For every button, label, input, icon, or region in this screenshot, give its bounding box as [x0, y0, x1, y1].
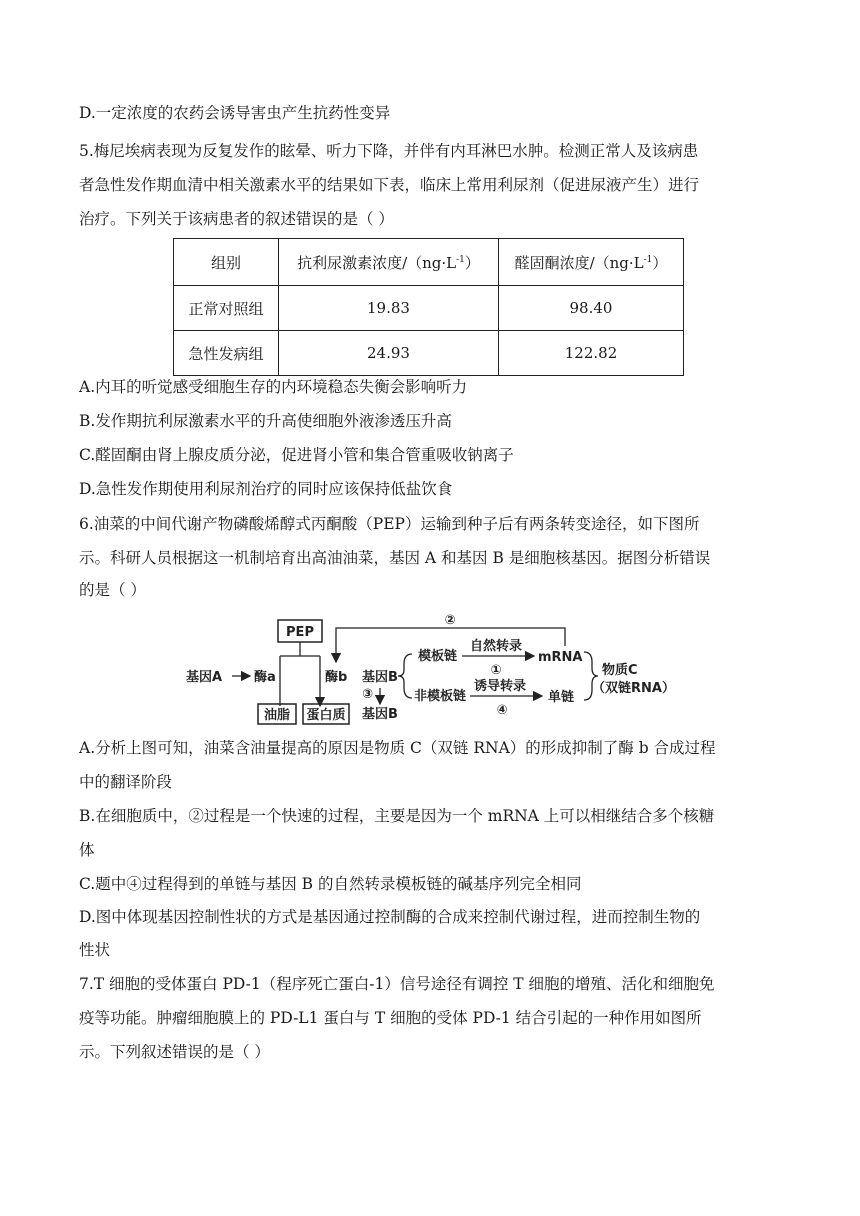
step-4-label: ④ — [496, 703, 508, 718]
table-cell: 24.93 — [279, 331, 499, 376]
line-q6-b2: 体 — [79, 841, 95, 859]
single-strand-label: 单链 — [548, 690, 575, 705]
enzyme-b-label: 酶b — [325, 670, 348, 685]
hormone-table — [173, 238, 684, 376]
table-cell: 急性发病组 — [174, 331, 279, 376]
pep-pathway-diagram — [180, 608, 680, 728]
line-q6-2: 示。科研人员根据这一机制培育出高油油菜，基因 A 和基因 B 是细胞核基因。据图分析错误 — [79, 549, 711, 567]
protein-label: 蛋白质 — [306, 708, 346, 723]
mrna-label: mRNA — [538, 650, 583, 665]
table-cell: 19.83 — [279, 286, 499, 331]
line-q5-a: A.内耳的听觉感受细胞生存的内环境稳态失衡会影响听力 — [79, 378, 468, 396]
line-q7-2: 疫等功能。肿瘤细胞膜上的 PD-L1 蛋白与 T 细胞的受体 PD-1 结合引起的一种作用如图所 — [79, 1009, 702, 1027]
pep-label: PEP — [286, 625, 314, 640]
gene-b-label: 基因B — [362, 670, 398, 685]
substance-c-label: 物质C — [602, 663, 638, 678]
non-template-label: 非模板链 — [414, 689, 467, 704]
table-header: 组别 — [174, 239, 279, 286]
table-cell: 正常对照组 — [174, 286, 279, 331]
enzyme-a-label: 酶a — [254, 670, 276, 685]
table-row — [174, 331, 684, 376]
table-cell: 98.40 — [499, 286, 684, 331]
line-q7-3: 示。下列叙述错误的是（ ） — [79, 1043, 270, 1061]
line-q6-a1: A.分析上图可知，油菜含油量提高的原因是物质 C（双链 RNA）的形成抑制了酶 b 合成过程 — [79, 739, 716, 757]
template-label: 模板链 — [418, 649, 458, 664]
induced-tx-label: 诱导转录 — [473, 679, 527, 694]
gene-a-label: 基因A — [186, 670, 223, 685]
line-q5-2: 者急性发作期血清中相关激素水平的结果如下表，临床上常用利尿剂（促进尿液产生）进行 — [79, 176, 700, 194]
line-q6-d1: D.图中体现基因控制性状的方式是基因通过控制酶的合成来控制代谢过程，进而控制生物的 — [79, 908, 701, 926]
table-header: 抗利尿激素浓度$/(ng\cdot L^{-1})$ — [279, 239, 499, 286]
table-header-row — [174, 239, 684, 286]
oil-label: 油脂 — [263, 708, 291, 723]
table-header: 醛固酮浓度$/(ng\cdot L^{-1})$ — [499, 239, 684, 286]
line-q5-b: B.发作期抗利尿激素水平的升高使细胞外液渗透压升高 — [79, 412, 452, 430]
dsrna-label: （双链RNA） — [592, 681, 675, 696]
line-q6-a2: 中的翻译阶段 — [79, 773, 173, 791]
step-1-label: ① — [490, 663, 502, 678]
line-q5-c: C.醛固酮由肾上腺皮质分泌，促进肾小管和集合管重吸收钠离子 — [79, 446, 514, 464]
line-q6-d2: 性状 — [79, 941, 111, 959]
step-3-label: ③ — [362, 687, 374, 702]
natural-tx-label: 自然转录 — [469, 639, 523, 654]
line-q6-3: 的是（ ） — [79, 581, 146, 599]
table-cell: 122.82 — [499, 331, 684, 376]
line-q5-d: D.急性发作期使用利尿剂治疗的同时应该保持低盐饮食 — [79, 480, 453, 498]
line-q7-1: 7.T 细胞的受体蛋白 PD-1（程序死亡蛋白-1）信号途径有调控 T 细胞的增殖、活化和细胞免 — [79, 975, 715, 993]
line-q6-1: 6.油菜的中间代谢产物磷酸烯醇式丙酮酸（PEP）运输到种子后有两条转变途径，如下图所 — [79, 515, 700, 533]
step-2-label: ② — [444, 613, 456, 628]
line-q5-1: 5.梅尼埃病表现为反复发作的眩晕、听力下降，并伴有内耳淋巴水肿。检测正常人及该病患 — [79, 142, 699, 160]
line-q5-3: 治疗。下列关于该病患者的叙述错误的是（ ） — [79, 210, 394, 228]
line-q4d: D.一定浓度的农药会诱导害虫产生抗药性变异 — [79, 104, 391, 122]
line-q6-c: C.题中④过程得到的单链与基因 B 的自然转录模板链的碱基序列完全相同 — [79, 875, 582, 893]
line-q6-b1: B.在细胞质中，②过程是一个快速的过程，主要是因为一个 mRNA 上可以相继结合多个核糖 — [79, 807, 715, 825]
table-row — [174, 286, 684, 331]
gene-b2-label: 基因B — [362, 707, 398, 722]
